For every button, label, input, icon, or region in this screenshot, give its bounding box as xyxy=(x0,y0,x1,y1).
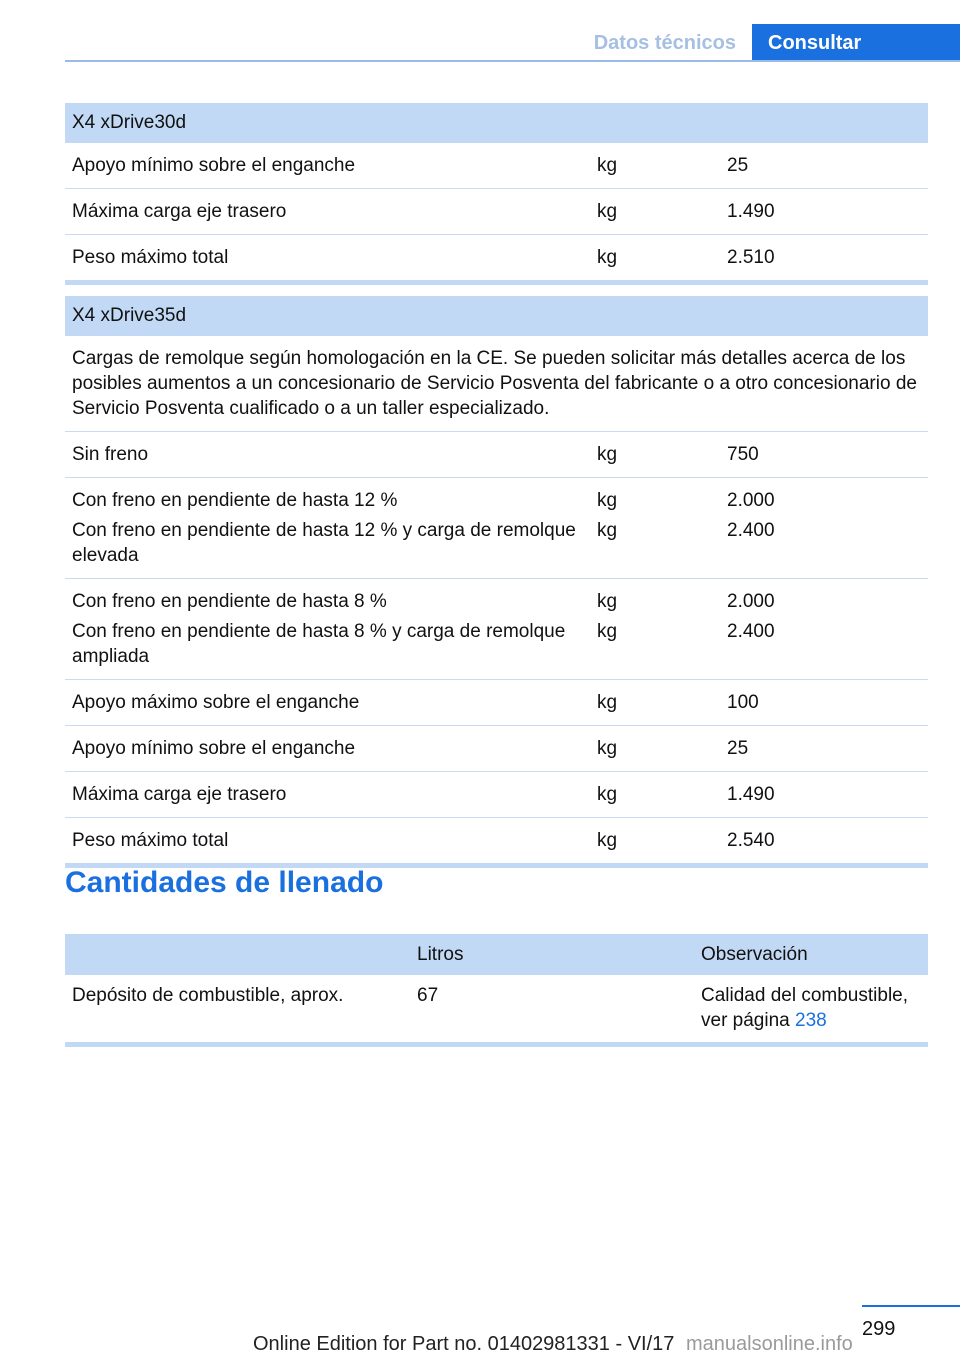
header-tabs xyxy=(578,24,960,62)
row-value: 2.400 xyxy=(720,616,928,680)
section-title: Cantidades de llenado xyxy=(65,866,384,899)
row-value: 2.510 xyxy=(720,235,928,283)
row-unit: kg xyxy=(590,772,720,818)
table-row xyxy=(65,143,928,189)
table-note-row xyxy=(65,336,928,432)
column-header xyxy=(65,934,410,975)
row-label: Depósito de combustible, aprox. xyxy=(65,975,410,1045)
row-label: Peso máximo total xyxy=(65,235,590,283)
row-label: Apoyo mínimo sobre el enganche xyxy=(65,143,590,189)
row-value: 1.490 xyxy=(720,772,928,818)
table-row xyxy=(65,818,928,866)
row-value: 100 xyxy=(720,680,928,726)
row-note xyxy=(694,975,928,1045)
section-tab[interactable]: Datos técnicos xyxy=(593,32,736,54)
table-row xyxy=(65,616,928,680)
table-x4-xdrive35d xyxy=(65,296,928,868)
row-value: 750 xyxy=(720,432,928,478)
row-label: Máxima carga eje trasero xyxy=(65,189,590,235)
row-label: Máxima carga eje trasero xyxy=(65,772,590,818)
row-unit: kg xyxy=(590,143,720,189)
footer-rule xyxy=(862,1305,960,1307)
row-value: 25 xyxy=(720,143,928,189)
footer-edition: Online Edition for Part no. 01402981331 - VI/17 xyxy=(253,1333,675,1355)
table-header xyxy=(65,296,928,336)
table-row xyxy=(65,579,928,617)
table-row xyxy=(65,680,928,726)
table-title: X4 xDrive30d xyxy=(65,103,590,143)
row-label: Con freno en pendiente de hasta 12 % y carga de remolque elevada xyxy=(65,515,590,579)
column-header: Litros xyxy=(410,934,694,975)
chapter-tab[interactable]: Consultar xyxy=(752,24,960,62)
table-row xyxy=(65,726,928,772)
row-unit: kg xyxy=(590,515,720,579)
row-label: Sin freno xyxy=(65,432,590,478)
table-filling-capacities xyxy=(65,934,928,1047)
row-label: Apoyo mínimo sobre el enganche xyxy=(65,726,590,772)
table-note: Cargas de remolque según homologación en la CE. Se pueden solicitar más detalles acerca de los posibles aumentos a un concesionario de Servicio Posventa del fabricante o a otro concesionario de Servicio Posventa cualificado o a un taller especializado. xyxy=(65,336,928,432)
row-unit: kg xyxy=(590,818,720,866)
row-label: Con freno en pendiente de hasta 8 % y carga de remolque ampliada xyxy=(65,616,590,680)
header-rule xyxy=(65,60,960,62)
row-unit: kg xyxy=(590,726,720,772)
row-litres: 67 xyxy=(410,975,694,1045)
page-link[interactable]: 238 xyxy=(795,1010,827,1031)
row-unit: kg xyxy=(597,591,618,612)
row-value: 2.000 xyxy=(727,490,775,511)
row-label: Peso máximo total xyxy=(65,818,590,866)
row-value: 25 xyxy=(720,726,928,772)
row-value: 2.540 xyxy=(720,818,928,866)
column-header: Observación xyxy=(694,934,928,975)
table-header xyxy=(65,103,928,143)
table-row xyxy=(65,515,928,579)
note-text: Calidad del combustible, ver página xyxy=(701,985,909,1031)
row-unit: kg xyxy=(590,189,720,235)
table-title: X4 xDrive35d xyxy=(65,296,928,336)
table-row xyxy=(65,975,928,1045)
row-label: Con freno en pendiente de hasta 12 % xyxy=(72,490,398,511)
table-row xyxy=(65,189,928,235)
row-unit: kg xyxy=(590,616,720,680)
table-row xyxy=(65,235,928,283)
row-value: 2.400 xyxy=(720,515,928,579)
row-value: 2.000 xyxy=(727,591,775,612)
table-x4-xdrive30d xyxy=(65,103,928,285)
row-unit: kg xyxy=(590,235,720,283)
row-unit: kg xyxy=(590,680,720,726)
row-unit: kg xyxy=(597,490,618,511)
table-row xyxy=(65,432,928,478)
row-label: Apoyo máximo sobre el enganche xyxy=(65,680,590,726)
row-label: Con freno en pendiente de hasta 8 % xyxy=(72,591,387,612)
page-number: 299 xyxy=(862,1318,896,1340)
table-row xyxy=(65,772,928,818)
row-value: 1.490 xyxy=(720,189,928,235)
table-row xyxy=(65,478,928,516)
row-unit: kg xyxy=(590,432,720,478)
watermark: manualsonline.info xyxy=(686,1333,853,1355)
table-header xyxy=(65,934,928,975)
